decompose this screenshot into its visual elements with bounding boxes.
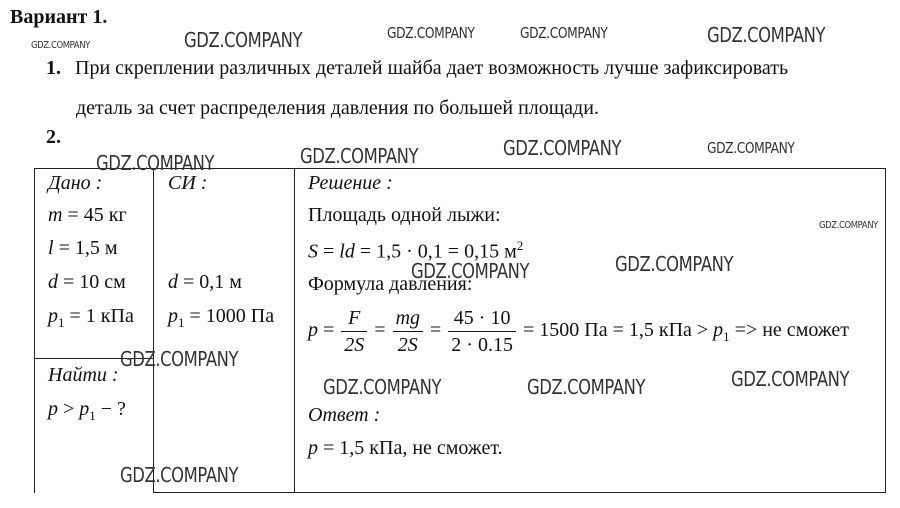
variant-title: Вариант 1. [10, 6, 108, 28]
watermark: GDZ.COMPANY [527, 375, 646, 399]
solution-header: Решение : [308, 172, 393, 194]
given-mass: m = 45 кг [48, 204, 127, 226]
watermark: GDZ.COMPANY [323, 375, 442, 399]
fraction-f-over-2s: $\frac{F}{2S}$ [341, 305, 367, 358]
answer-value: p = 1,5 кПа, не сможет. [308, 437, 503, 459]
answer-1-line1: При скреплении различных деталей шайба дает возможность лучше зафиксировать [75, 57, 789, 79]
watermark: GDZ.COMPANY [520, 24, 608, 42]
area-caption: Площадь одной лыжи: [308, 204, 501, 226]
given-length: l = 1,5 м [48, 237, 118, 259]
watermark: GDZ.COMPANY [503, 136, 622, 160]
answer-1-number: 1. [46, 57, 61, 79]
watermark: GDZ.COMPANY [819, 220, 878, 231]
watermark: GDZ.COMPANY [615, 252, 734, 276]
watermark: GDZ.COMPANY [120, 463, 239, 487]
answer-1 [46, 48, 886, 128]
watermark: GDZ.COMPANY [387, 24, 475, 42]
si-width: d = 0,1 м [168, 271, 242, 293]
watermark: GDZ.COMPANY [184, 28, 303, 52]
given-width: d = 10 см [48, 271, 126, 293]
table-bottom-solution [294, 492, 886, 493]
si-pressure: $p_1 = 1000$ Па [168, 305, 275, 330]
watermark: GDZ.COMPANY [707, 139, 795, 157]
given-header: Дано : [48, 172, 103, 194]
find-header: Найти : [48, 364, 119, 386]
find-condition: $p > p_1$ − ? [48, 398, 126, 423]
given-pressure: $p_1 = 1$ кПа [48, 305, 134, 330]
pressure-caption: Формула давления: [308, 273, 473, 295]
table-divider-solution [294, 168, 295, 493]
watermark: GDZ.COMPANY [120, 347, 239, 371]
watermark: GDZ.COMPANY [731, 367, 850, 391]
watermark: GDZ.COMPANY [707, 23, 826, 47]
pressure-formula: p = $\frac{F}{2S}$ = $\frac{mg}{2S}$ = $\frac{45 \cdot 10}{2 \cdot 0.15}$ = 1500 Па = 1,5 кПа > $p_1$ => не сможет [308, 307, 850, 356]
table-bottom-si [153, 492, 295, 493]
area-formula: S = ld = 1,5 · 0,1 = 0,15 $м^2$ [308, 238, 524, 263]
answer-1-line2: деталь за счет распределения давления по большей площади. [76, 97, 599, 119]
answer-header: Ответ : [308, 404, 381, 426]
watermark: GDZ.COMPANY [411, 259, 530, 283]
watermark: GDZ.COMPANY [31, 40, 90, 51]
watermark: GDZ.COMPANY [300, 144, 419, 168]
si-header: СИ : [168, 172, 208, 194]
table-divider-si [153, 168, 154, 493]
answer-2-number: 2. [46, 126, 61, 148]
watermark: GDZ.COMPANY [96, 151, 215, 175]
fraction-numeric: $\frac{45 \cdot 10}{2 \cdot 0.15}$ [448, 305, 516, 358]
fraction-mg-over-2s: $\frac{mg}{2S}$ [393, 305, 423, 358]
